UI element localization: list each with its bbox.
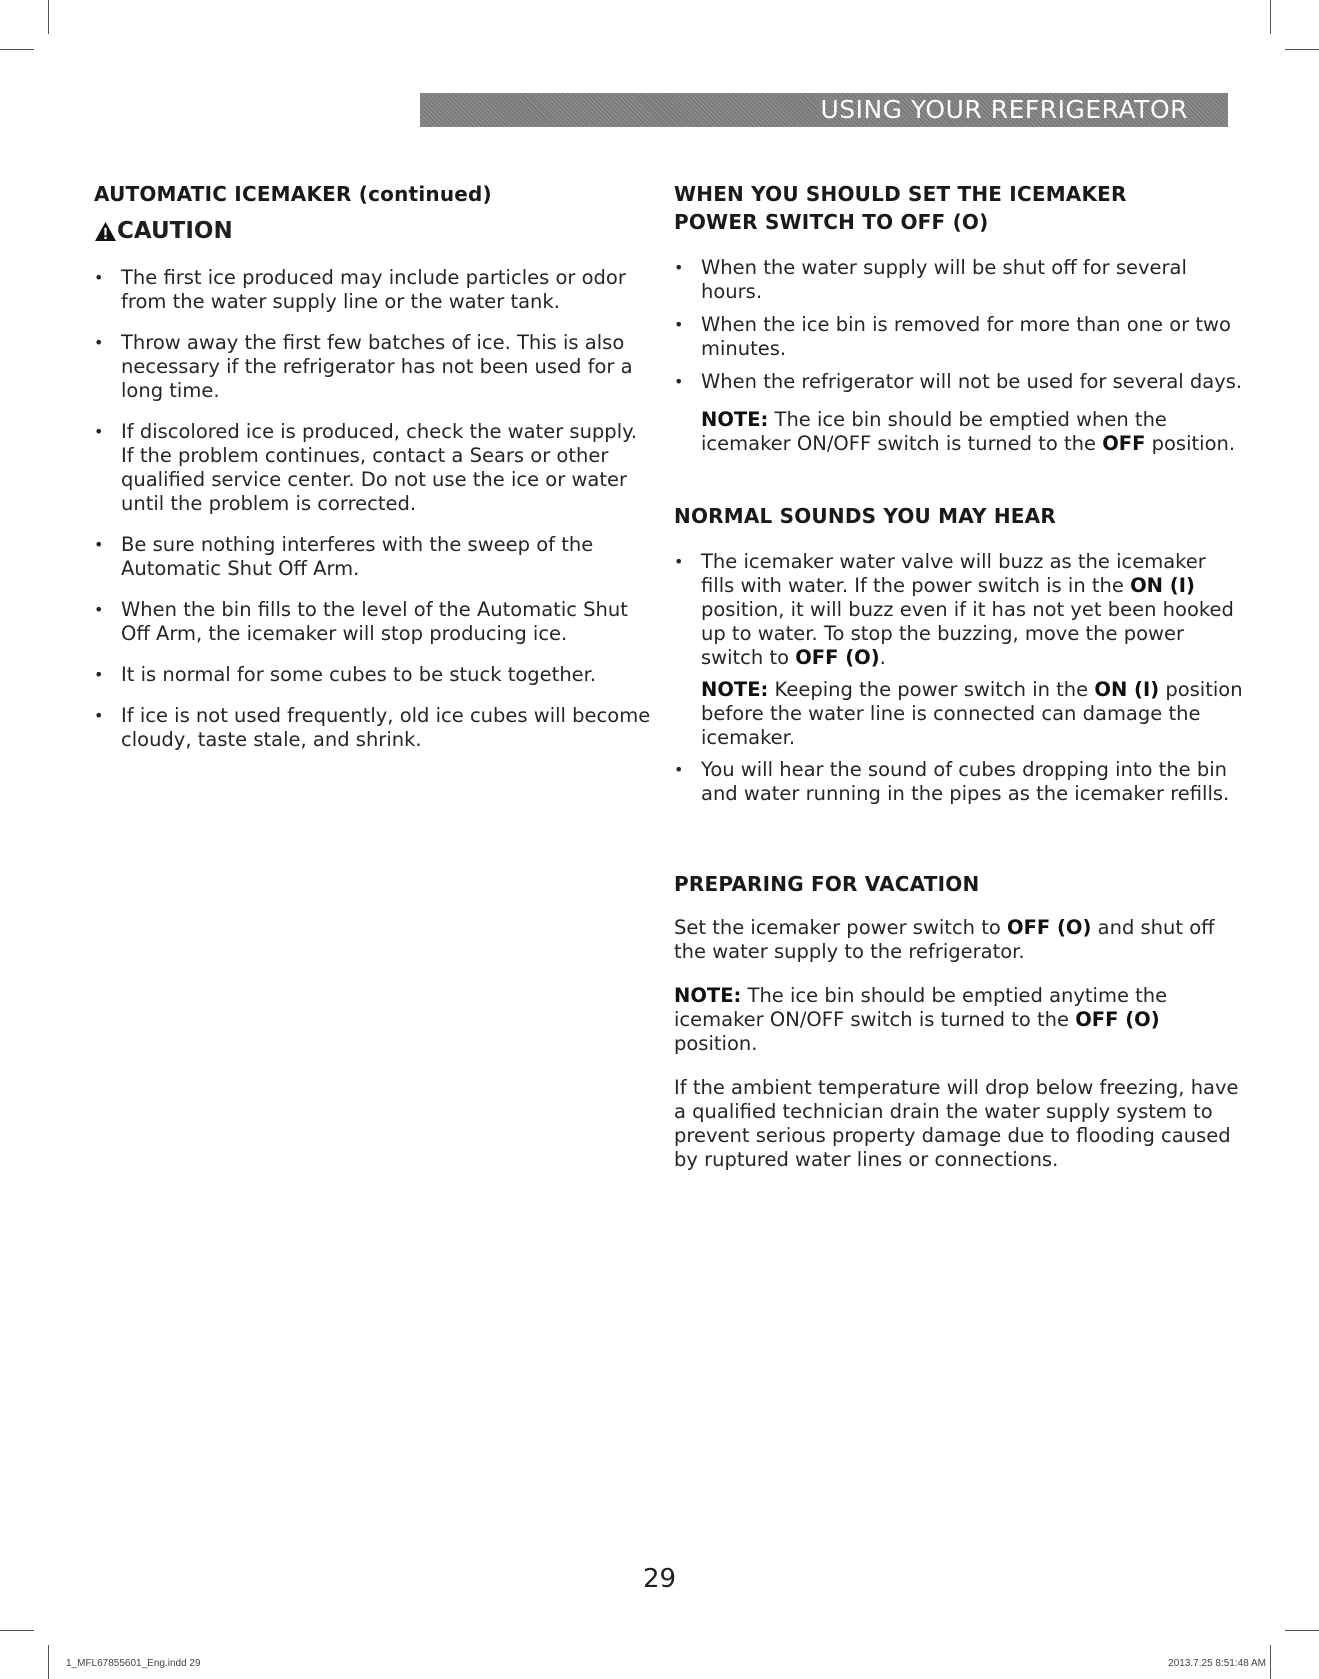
note-text: position. xyxy=(674,1032,758,1055)
note-text: The ice bin should be emptied when the icemaker ON/OFF switch is turned to the xyxy=(701,408,1167,455)
note-text: position. xyxy=(1145,432,1236,455)
list-item xyxy=(674,550,1244,670)
right-column xyxy=(674,180,1244,1172)
power-off-list xyxy=(674,256,1244,394)
section-header-bar xyxy=(420,93,1228,127)
left-column xyxy=(94,180,654,769)
power-off-title-line2: POWER SWITCH TO OFF (O) xyxy=(674,210,989,234)
list-item: • When the ice bin is removed for more than one or two minutes. xyxy=(674,313,1244,361)
list-item: • Be sure nothing interferes with the sweep of the Automatic Shut Off Arm. xyxy=(94,533,654,581)
bold-text: OFF (O) xyxy=(795,646,880,669)
text: . xyxy=(879,646,886,669)
text: and shut off the water supply to the refrigerator. xyxy=(674,916,1215,963)
vacation-title: PREPARING FOR VACATION xyxy=(674,872,980,896)
sounds-title: NORMAL SOUNDS YOU MAY HEAR xyxy=(674,504,1056,528)
list-item: • Throw away the first few batches of ice. This is also necessary if the refrigerator has not been used for a long time. xyxy=(94,331,654,403)
list-item: • When the water supply will be shut off for several hours. xyxy=(674,256,1244,304)
text: The icemaker water valve will buzz as the icemaker fills with water. If the power switch is in the xyxy=(701,550,1206,597)
note-text: The ice bin should be emptied anytime the icemaker ON/OFF switch is turned to the xyxy=(674,984,1168,1031)
list-item: • You will hear the sound of cubes dropping into the bin and water running in the pipes as the icemaker refills. xyxy=(674,758,1244,806)
power-off-note xyxy=(674,408,1244,456)
crop-mark xyxy=(48,0,49,34)
vacation-note xyxy=(674,984,1244,1056)
crop-mark xyxy=(0,1630,34,1631)
note-label: NOTE: xyxy=(701,408,769,431)
crop-mark xyxy=(0,49,34,50)
caution-label: CAUTION xyxy=(117,218,233,244)
sounds-note xyxy=(674,678,1244,750)
power-off-title xyxy=(674,180,1244,236)
sounds-list-2 xyxy=(674,758,1244,806)
note-bold: OFF (O) xyxy=(1075,1008,1160,1031)
crop-mark xyxy=(48,1645,49,1679)
vacation-paragraph xyxy=(674,916,1244,964)
file-slug: 1_MFL67855601_Eng.indd 29 xyxy=(66,1658,201,1669)
sounds-list xyxy=(674,550,1244,670)
power-off-title-line1: WHEN YOU SHOULD SET THE ICEMAKER xyxy=(674,182,1127,206)
page-number: 29 xyxy=(642,1564,677,1594)
warning-icon xyxy=(94,221,117,242)
list-item: • When the bin fills to the level of the Automatic Shut Off Arm, the icemaker will stop producing ice. xyxy=(94,598,654,646)
crop-mark xyxy=(1270,0,1271,34)
note-text: Keeping the power switch in the xyxy=(768,678,1095,701)
print-timestamp: 2013.7.25 8:51:48 AM xyxy=(1168,1658,1266,1669)
crop-mark xyxy=(1285,1630,1319,1631)
crop-mark xyxy=(1285,49,1319,50)
caution-list xyxy=(94,266,654,752)
text: Set the icemaker power switch to xyxy=(674,916,1008,939)
vacation-freezing-paragraph: If the ambient temperature will drop below freezing, have a qualified technician drain the water supply system to prevent serious property damage due to flooding caused by ruptured water lines or connections. xyxy=(674,1076,1239,1171)
note-bold: OFF xyxy=(1102,432,1146,455)
list-item: • If discolored ice is produced, check the water supply. If the problem continues, contact a Sears or other qualified service center. Do not use the ice or water until the problem is corrected. xyxy=(94,420,654,516)
icemaker-title: AUTOMATIC ICEMAKER (continued) xyxy=(94,182,492,206)
note-bold: ON (I) xyxy=(1094,678,1160,701)
list-item: • If ice is not used frequently, old ice cubes will become cloudy, taste stale, and shrink. xyxy=(94,704,654,752)
crop-mark xyxy=(1270,1645,1271,1679)
list-item: • The first ice produced may include particles or odor from the water supply line or the water tank. xyxy=(94,266,654,314)
list-item: • When the refrigerator will not be used for several days. xyxy=(674,370,1244,394)
bold-text: ON (I) xyxy=(1130,574,1195,597)
caution-heading xyxy=(94,216,654,246)
note-label: NOTE: xyxy=(701,678,769,701)
note-label: NOTE: xyxy=(674,984,742,1007)
list-item: • It is normal for some cubes to be stuck together. xyxy=(94,663,654,687)
section-title: USING YOUR REFRIGERATOR xyxy=(820,95,1188,124)
bold-text: OFF (O) xyxy=(1007,916,1092,939)
text: position, it will buzz even if it has not yet been hooked up to water. To stop the buzzing, move the power switch to xyxy=(701,598,1234,669)
note-text: position before the water line is connected can damage the icemaker. xyxy=(701,678,1243,749)
